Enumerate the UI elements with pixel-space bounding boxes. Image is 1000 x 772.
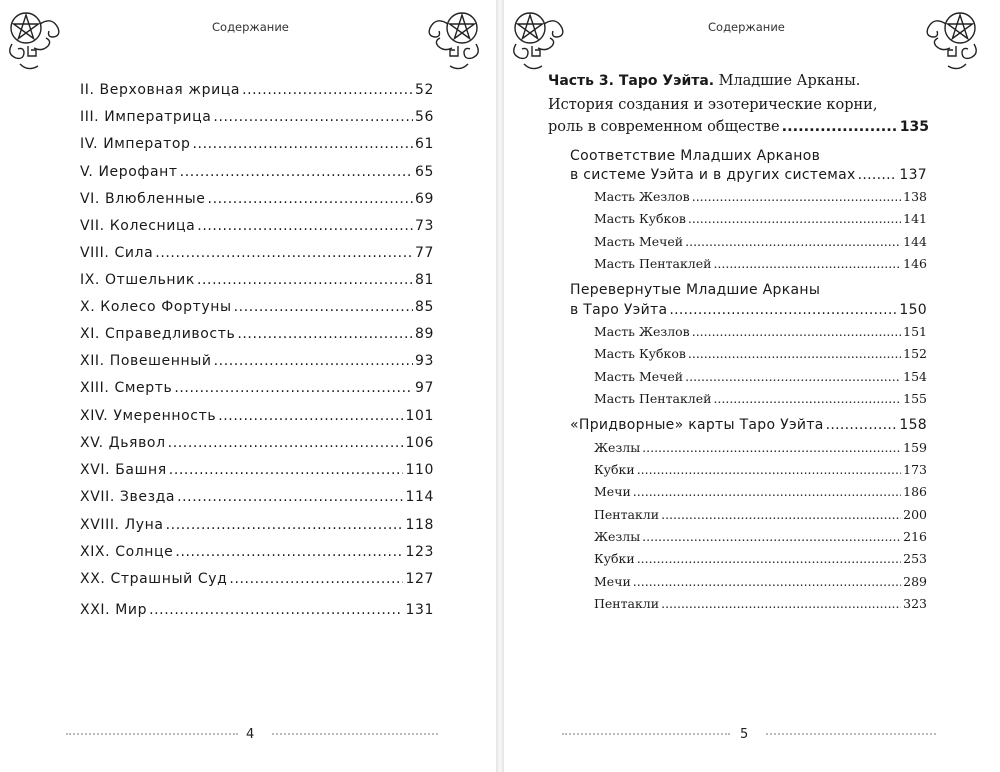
footer-rule — [562, 733, 730, 737]
footer-rule — [766, 733, 936, 737]
section-entry[interactable]: в системе Уэйта и в других системах ..... 137 — [570, 167, 927, 183]
section-title: Перевернутые Младшие Арканы — [570, 282, 821, 298]
part-heading-line3[interactable]: роль в современном обществе ..... 135 — [548, 119, 929, 135]
sub-entry[interactable]: Масть Кубков ..... 152 — [594, 346, 927, 361]
toc-entry[interactable]: IX. Отшельник ..... 81 — [80, 272, 434, 288]
sub-entry[interactable]: Масть Пентаклей ..... 146 — [594, 256, 927, 271]
toc-entry[interactable]: XVII. Звезда ..... 114 — [80, 489, 434, 505]
part-heading-line1: Часть 3. Таро Уэйта. Младшие Арканы. — [548, 73, 861, 89]
book-gutter — [496, 0, 504, 772]
sub-entry[interactable]: Масть Кубков ..... 141 — [594, 211, 927, 226]
toc-entry[interactable]: VIII. Сила ..... 77 — [80, 245, 434, 261]
sub-entry[interactable]: Масть Мечей ..... 154 — [594, 369, 927, 384]
sub-entry[interactable]: Пентакли ..... 200 — [594, 507, 927, 522]
toc-entry[interactable]: III. Императрица ..... 56 — [80, 109, 434, 125]
sub-entry[interactable]: Масть Мечей ..... 144 — [594, 234, 927, 249]
toc-entry[interactable]: XI. Справедливость ..... 89 — [80, 326, 434, 342]
pentacle-swirl-icon — [4, 4, 68, 76]
toc-entry[interactable]: X. Колесо Фортуны ..... 85 — [80, 299, 434, 315]
toc-entry[interactable]: II. Верховная жрица ..... 52 — [80, 82, 434, 98]
sub-entry[interactable]: Кубки ..... 173 — [594, 462, 927, 477]
pentacle-swirl-icon — [916, 4, 988, 76]
section-title: Соответствие Младших Арканов — [570, 148, 821, 164]
toc-entry[interactable]: XII. Повешенный ..... 93 — [80, 353, 434, 369]
toc-entry[interactable]: XIX. Солнце ..... 123 — [80, 544, 434, 560]
toc-entry[interactable]: XX. Страшный Суд ..... 127 — [80, 571, 434, 587]
running-head: Содержание — [708, 20, 785, 34]
sub-entry[interactable]: Жезлы ..... 159 — [594, 440, 927, 455]
pentacle-swirl-icon — [508, 4, 572, 76]
sub-entry[interactable]: Пентакли ..... 323 — [594, 596, 927, 611]
section-entry[interactable]: в Таро Уэйта ..... 150 — [570, 302, 927, 318]
page-number: 4 — [246, 727, 255, 742]
toc-entry[interactable]: XXI. Мир ..... 131 — [80, 602, 434, 618]
toc-entry[interactable]: XVI. Башня ..... 110 — [80, 462, 434, 478]
part-heading-line2: История создания и эзотерические корни, — [548, 97, 878, 113]
toc-entry[interactable]: VI. Влюбленные ..... 69 — [80, 191, 434, 207]
footer-rule — [66, 733, 238, 737]
sub-entry[interactable]: Мечи ..... 186 — [594, 484, 927, 499]
sub-entry[interactable]: Жезлы ..... 216 — [594, 529, 927, 544]
running-head: Содержание — [212, 20, 289, 34]
toc-entry[interactable]: XVIII. Луна ..... 118 — [80, 517, 434, 533]
section-entry[interactable]: «Придворные» карты Таро Уэйта ..... 158 — [570, 417, 927, 433]
sub-entry[interactable]: Масть Жезлов ..... 138 — [594, 189, 927, 204]
footer-rule — [272, 733, 438, 737]
toc-entry[interactable]: XIV. Умеренность ..... 101 — [80, 408, 434, 424]
sub-entry[interactable]: Масть Пентаклей ..... 155 — [594, 391, 927, 406]
toc-entry[interactable]: XIII. Смерть ..... 97 — [80, 380, 434, 396]
pentacle-swirl-icon — [418, 4, 490, 76]
sub-entry[interactable]: Кубки ..... 253 — [594, 551, 927, 566]
toc-entry[interactable]: VII. Колесница ..... 73 — [80, 218, 434, 234]
page-number: 5 — [740, 727, 749, 742]
toc-entry[interactable]: XV. Дьявол ..... 106 — [80, 435, 434, 451]
right-page — [504, 0, 1000, 772]
toc-entry[interactable]: V. Иерофант ..... 65 — [80, 164, 434, 180]
sub-entry[interactable]: Мечи ..... 289 — [594, 574, 927, 589]
sub-entry[interactable]: Масть Жезлов ..... 151 — [594, 324, 927, 339]
toc-entry[interactable]: IV. Император ..... 61 — [80, 136, 434, 152]
